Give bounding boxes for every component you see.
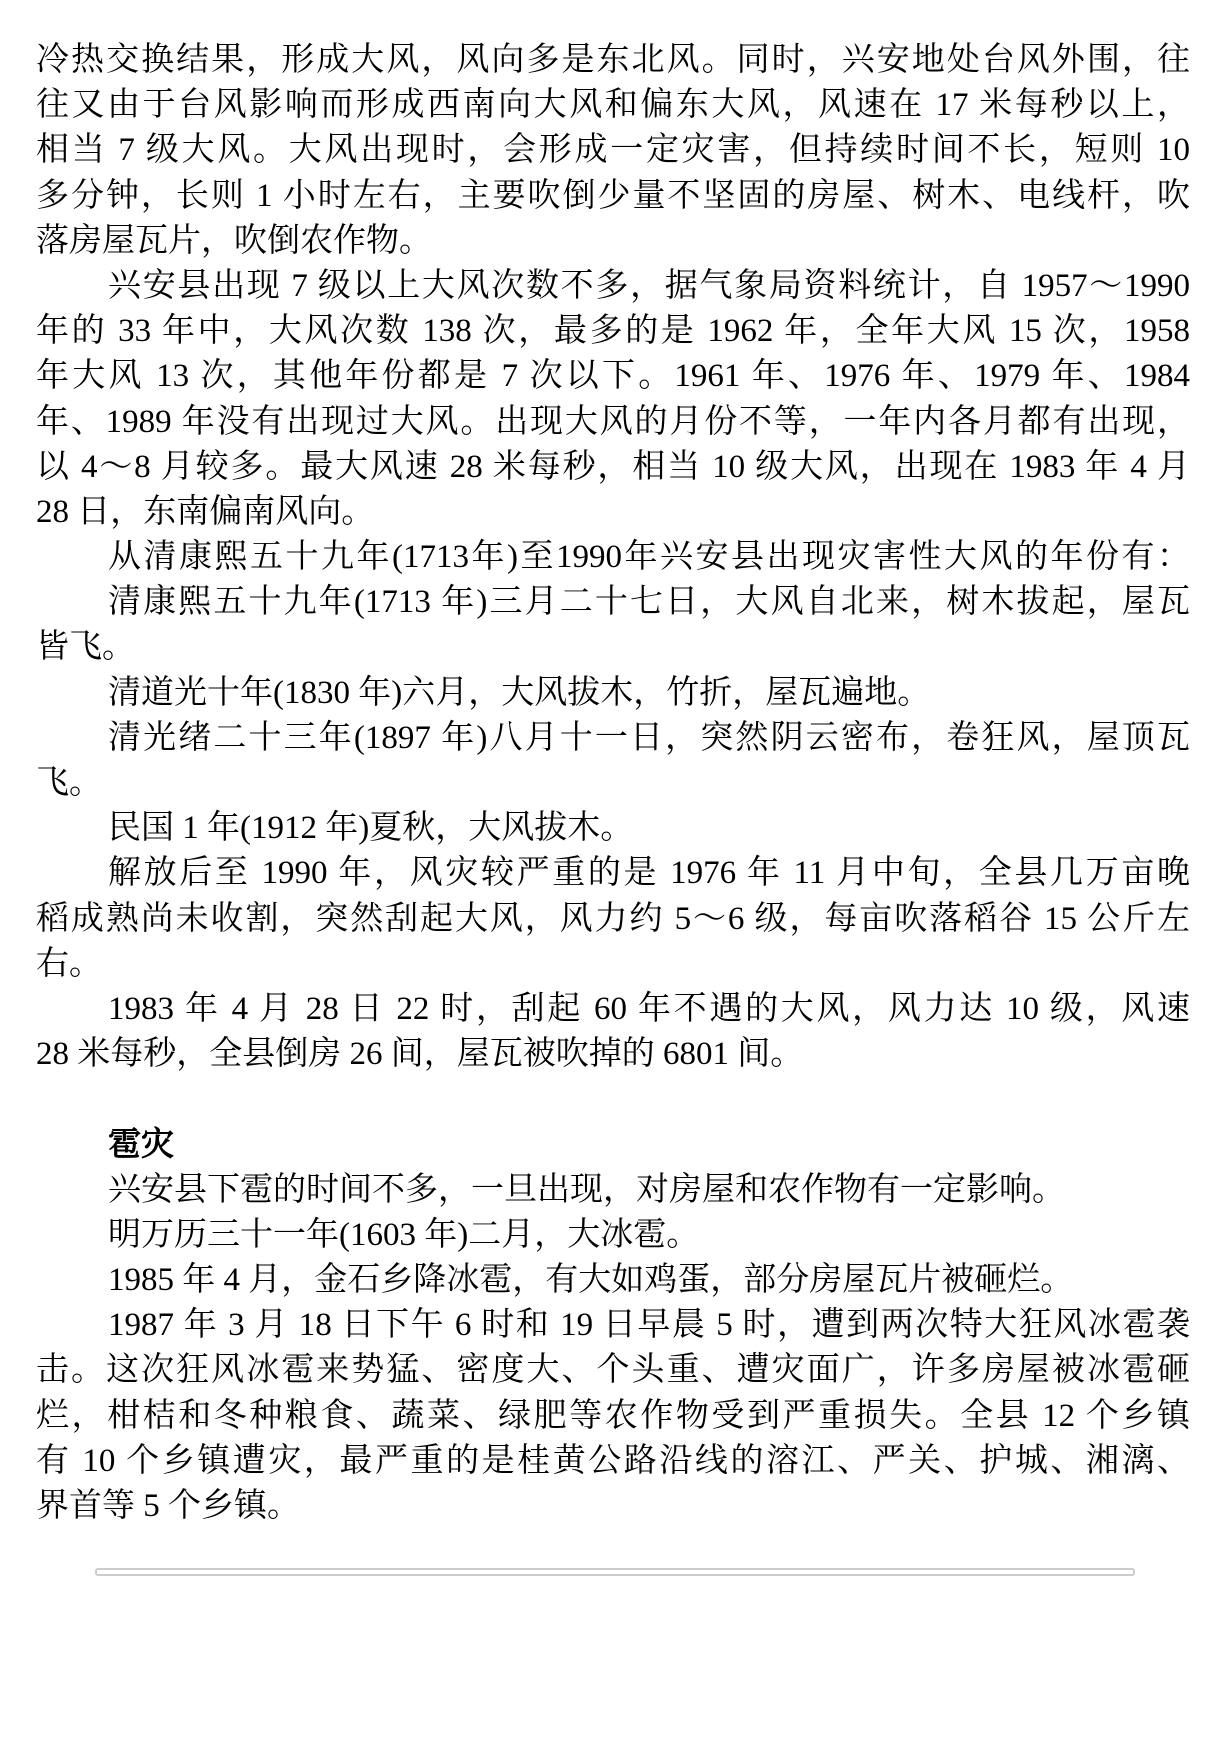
text-line: 从清康熙五十九年(1713年)至1990年兴安县出现灾害性大风的年份有：: [108, 539, 1190, 576]
text-line: 多分钟，长则 1 小时左右，主要吹倒少量不坚固的房屋、树木、电线杆，吹: [36, 177, 1190, 214]
text-line: 年、1989 年没有出现过大风。出现大风的月份不等，一年内各月都有出现，: [36, 403, 1190, 440]
text-line: 28 日，东南偏南风向。: [36, 493, 375, 530]
text-line: 往又由于台风影响而形成西南向大风和偏东大风，风速在 17 米每秒以上，: [36, 87, 1190, 124]
text-line: 28 米每秒，全县倒房 26 间，屋瓦被吹掉的 6801 间。: [36, 1036, 804, 1073]
text-line: 1983 年 4 月 28 日 22 时，刮起 60 年不遇的大风，风力达 10 级，风速: [108, 990, 1190, 1027]
text-line: 稻成熟尚未收割，突然刮起大风，风力约 5～6 级，每亩吹落稻谷 15 公斤左: [36, 900, 1190, 937]
text-line: 右。: [36, 945, 102, 982]
text-line: 相当 7 级大风。大风出现时，会形成一定灾害，但持续时间不长，短则 10: [36, 132, 1190, 169]
page-divider: [95, 1568, 1135, 1576]
text-line: 飞。: [36, 765, 102, 801]
text-line: 以 4～8 月较多。最大风速 28 米每秒，相当 10 级大风，出现在 1983 年 4 月: [36, 448, 1190, 485]
text-line: 有 10 个乡镇遭灾，最严重的是桂黄公路沿线的溶江、严关、护城、湘漓、: [36, 1442, 1190, 1479]
blank-line: [36, 1077, 1190, 1122]
text-line: 解放后至 1990 年，风灾较严重的是 1976 年 11 月中旬，全县几万亩晚: [108, 855, 1190, 892]
text-line: 兴安县下雹的时间不多，一旦出现，对房屋和农作物有一定影响。: [108, 1171, 1065, 1208]
text-line: 冷热交换结果，形成大风，风向多是东北风。同时，兴安地处台风外围，往: [36, 42, 1190, 78]
text-line: 清康熙五十九年(1713 年)三月二十七日，大风自北来，树木拔起，屋瓦: [108, 584, 1190, 621]
text-line: 击。这次狂风冰雹来势猛、密度大、个头重、遭灾面广，许多房屋被冰雹砸: [36, 1352, 1190, 1389]
text-line: 年的 33 年中，大风次数 138 次，最多的是 1962 年，全年大风 15 次，1958: [36, 313, 1190, 350]
text-line: 1985 年 4 月，金石乡降冰雹，有大如鸡蛋，部分房屋瓦片被砸烂。: [108, 1262, 1074, 1299]
text-line: 皆飞。: [36, 629, 135, 666]
document-page-text: [36, 38, 1190, 1529]
text-line: 烂，柑桔和冬种粮食、蔬菜、绿肥等农作物受到严重损失。全县 12 个乡镇: [36, 1397, 1190, 1434]
text-line: 民国 1 年(1912 年)夏秋，大风拔木。: [108, 810, 634, 847]
text-line: 清光绪二十三年(1897 年)八月十一日，突然阴云密布，卷狂风，屋顶瓦: [108, 719, 1190, 756]
text-line: 落房屋瓦片，吹倒农作物。: [36, 222, 432, 259]
text-line: 1987 年 3 月 18 日下午 6 时和 19 日早晨 5 时，遭到两次特大狂风冰雹袭: [108, 1307, 1190, 1344]
text-line: 界首等 5 个乡镇。: [36, 1488, 300, 1524]
text-line: 清道光十年(1830 年)六月，大风拔木，竹折，屋瓦遍地。: [108, 674, 931, 711]
text-line: 兴安县出现 7 级以上大风次数不多，据气象局资料统计，自 1957～1990: [108, 267, 1190, 304]
text-line: 明万历三十一年(1603 年)二月，大冰雹。: [108, 1216, 700, 1253]
section-heading: 雹灾: [108, 1126, 174, 1163]
text-line: 年大风 13 次，其他年份都是 7 次以下。1961 年、1976 年、1979 年、1984: [36, 358, 1190, 395]
